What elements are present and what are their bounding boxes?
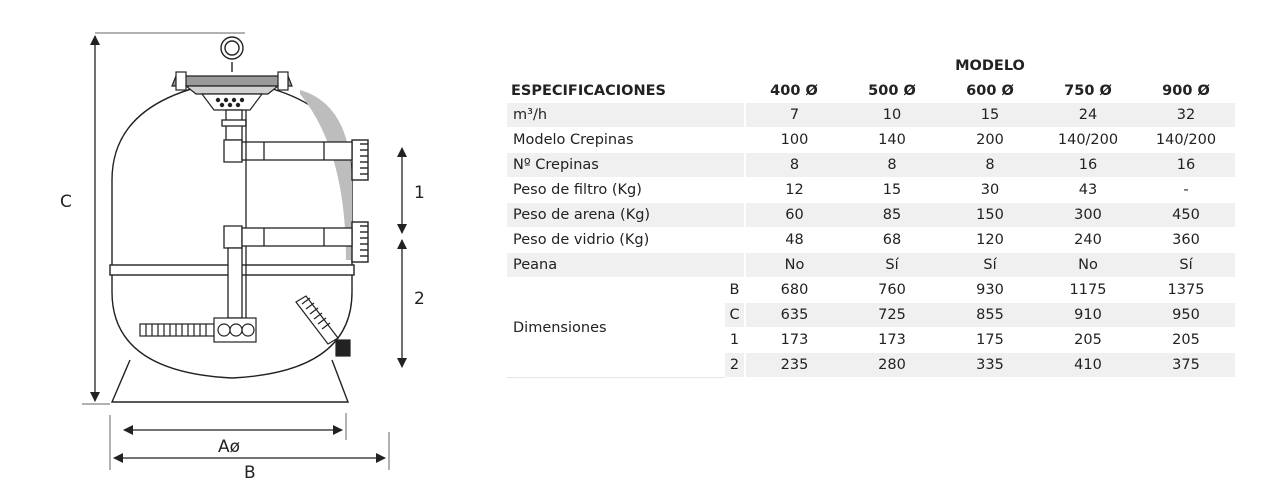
cell-value: 450 xyxy=(1137,203,1235,228)
cell-value: 32 xyxy=(1137,103,1235,128)
cell-value: 375 xyxy=(1137,353,1235,378)
cell-value: 360 xyxy=(1137,228,1235,253)
cell-value: 8 xyxy=(843,153,941,178)
cell-value: 8 xyxy=(745,153,843,178)
cell-value: 100 xyxy=(745,128,843,153)
row-label: Peso de filtro (Kg) xyxy=(507,178,745,203)
row-label: m³/h xyxy=(507,103,745,128)
dimension-key: C xyxy=(725,303,745,328)
cell-value: 7 xyxy=(745,103,843,128)
row-label: Peso de vidrio (Kg) xyxy=(507,228,745,253)
cell-value: 24 xyxy=(1039,103,1137,128)
cell-value: 140 xyxy=(843,128,941,153)
cell-value: 140/200 xyxy=(1039,128,1137,153)
model-header: 750 Ø xyxy=(1064,83,1112,99)
cell-value: 16 xyxy=(1137,153,1235,178)
dimension-key: 2 xyxy=(725,353,745,378)
row-label: Nº Crepinas xyxy=(507,153,745,178)
cell-value: 173 xyxy=(843,328,941,353)
cell-value: 48 xyxy=(745,228,843,253)
cell-value: 85 xyxy=(843,203,941,228)
cell-value: 235 xyxy=(745,353,843,378)
cell-value: 30 xyxy=(941,178,1039,203)
cell-value: 1375 xyxy=(1137,278,1235,303)
cell-value: 140/200 xyxy=(1137,128,1235,153)
cell-value: 16 xyxy=(1039,153,1137,178)
cell-value: 725 xyxy=(843,303,941,328)
table-row xyxy=(507,228,1235,253)
pressure-gauge xyxy=(221,37,243,72)
cell-value: 175 xyxy=(941,328,1039,353)
cell-value: 680 xyxy=(745,278,843,303)
model-header: 600 Ø xyxy=(966,83,1014,99)
cell-value: 635 xyxy=(745,303,843,328)
cell-value: 300 xyxy=(1039,203,1137,228)
table-row xyxy=(507,278,1235,303)
dimension-1 xyxy=(402,148,425,233)
group-header-modelo: MODELO xyxy=(955,58,1025,74)
cell-value: 15 xyxy=(941,103,1039,128)
model-header: 900 Ø xyxy=(1162,83,1210,99)
group-header-row xyxy=(507,55,1235,77)
table-row xyxy=(507,128,1235,153)
cell-value: 8 xyxy=(941,153,1039,178)
cell-value: 280 xyxy=(843,353,941,378)
cell-value: 12 xyxy=(745,178,843,203)
row-label: Peana xyxy=(507,253,745,278)
cell-value: 240 xyxy=(1039,228,1137,253)
dimension-b-label: B xyxy=(244,463,256,483)
dimension-2 xyxy=(402,240,425,367)
dimension-c-label: C xyxy=(60,192,72,212)
cell-value: Sí xyxy=(941,253,1039,278)
cell-value: 43 xyxy=(1039,178,1137,203)
cell-value: 150 xyxy=(941,203,1039,228)
model-header: 400 Ø xyxy=(770,83,818,99)
spec-table xyxy=(507,55,1235,378)
row-label: Peso de arena (Kg) xyxy=(507,203,745,228)
cell-value: 855 xyxy=(941,303,1039,328)
cell-value: 60 xyxy=(745,203,843,228)
cell-value: 335 xyxy=(941,353,1039,378)
table-row xyxy=(507,178,1235,203)
cell-value: No xyxy=(745,253,843,278)
spec-header: ESPECIFICACIONES xyxy=(511,83,666,99)
cell-value: 173 xyxy=(745,328,843,353)
dimension-b xyxy=(114,432,389,483)
cell-value: 120 xyxy=(941,228,1039,253)
cell-value: 410 xyxy=(1039,353,1137,378)
table-row xyxy=(507,103,1235,128)
cell-value: 10 xyxy=(843,103,941,128)
cell-value: Sí xyxy=(843,253,941,278)
cell-value: 760 xyxy=(843,278,941,303)
cell-value: 200 xyxy=(941,128,1039,153)
dimension-key: B xyxy=(725,278,745,303)
cell-value: 930 xyxy=(941,278,1039,303)
row-label: Modelo Crepinas xyxy=(507,128,745,153)
dimension-1-label: 1 xyxy=(414,183,425,203)
table-row xyxy=(507,203,1235,228)
cell-value: Sí xyxy=(1137,253,1235,278)
header-row xyxy=(507,77,1235,103)
table-row xyxy=(507,153,1235,178)
dimension-key: 1 xyxy=(725,328,745,353)
cell-value: 910 xyxy=(1039,303,1137,328)
dimension-2-label: 2 xyxy=(414,289,425,309)
cell-value: 950 xyxy=(1137,303,1235,328)
dimension-a xyxy=(110,413,346,470)
cell-value: 205 xyxy=(1039,328,1137,353)
filter-diagram xyxy=(0,0,500,491)
table-row xyxy=(507,253,1235,278)
cell-value: - xyxy=(1137,178,1235,203)
cell-value: 68 xyxy=(843,228,941,253)
cell-value: 15 xyxy=(843,178,941,203)
cell-value: 1175 xyxy=(1039,278,1137,303)
model-header: 500 Ø xyxy=(868,83,916,99)
cell-value: No xyxy=(1039,253,1137,278)
dimension-a-label: Aø xyxy=(218,437,241,457)
cell-value: 205 xyxy=(1137,328,1235,353)
dimensions-label: Dimensiones xyxy=(507,278,725,378)
